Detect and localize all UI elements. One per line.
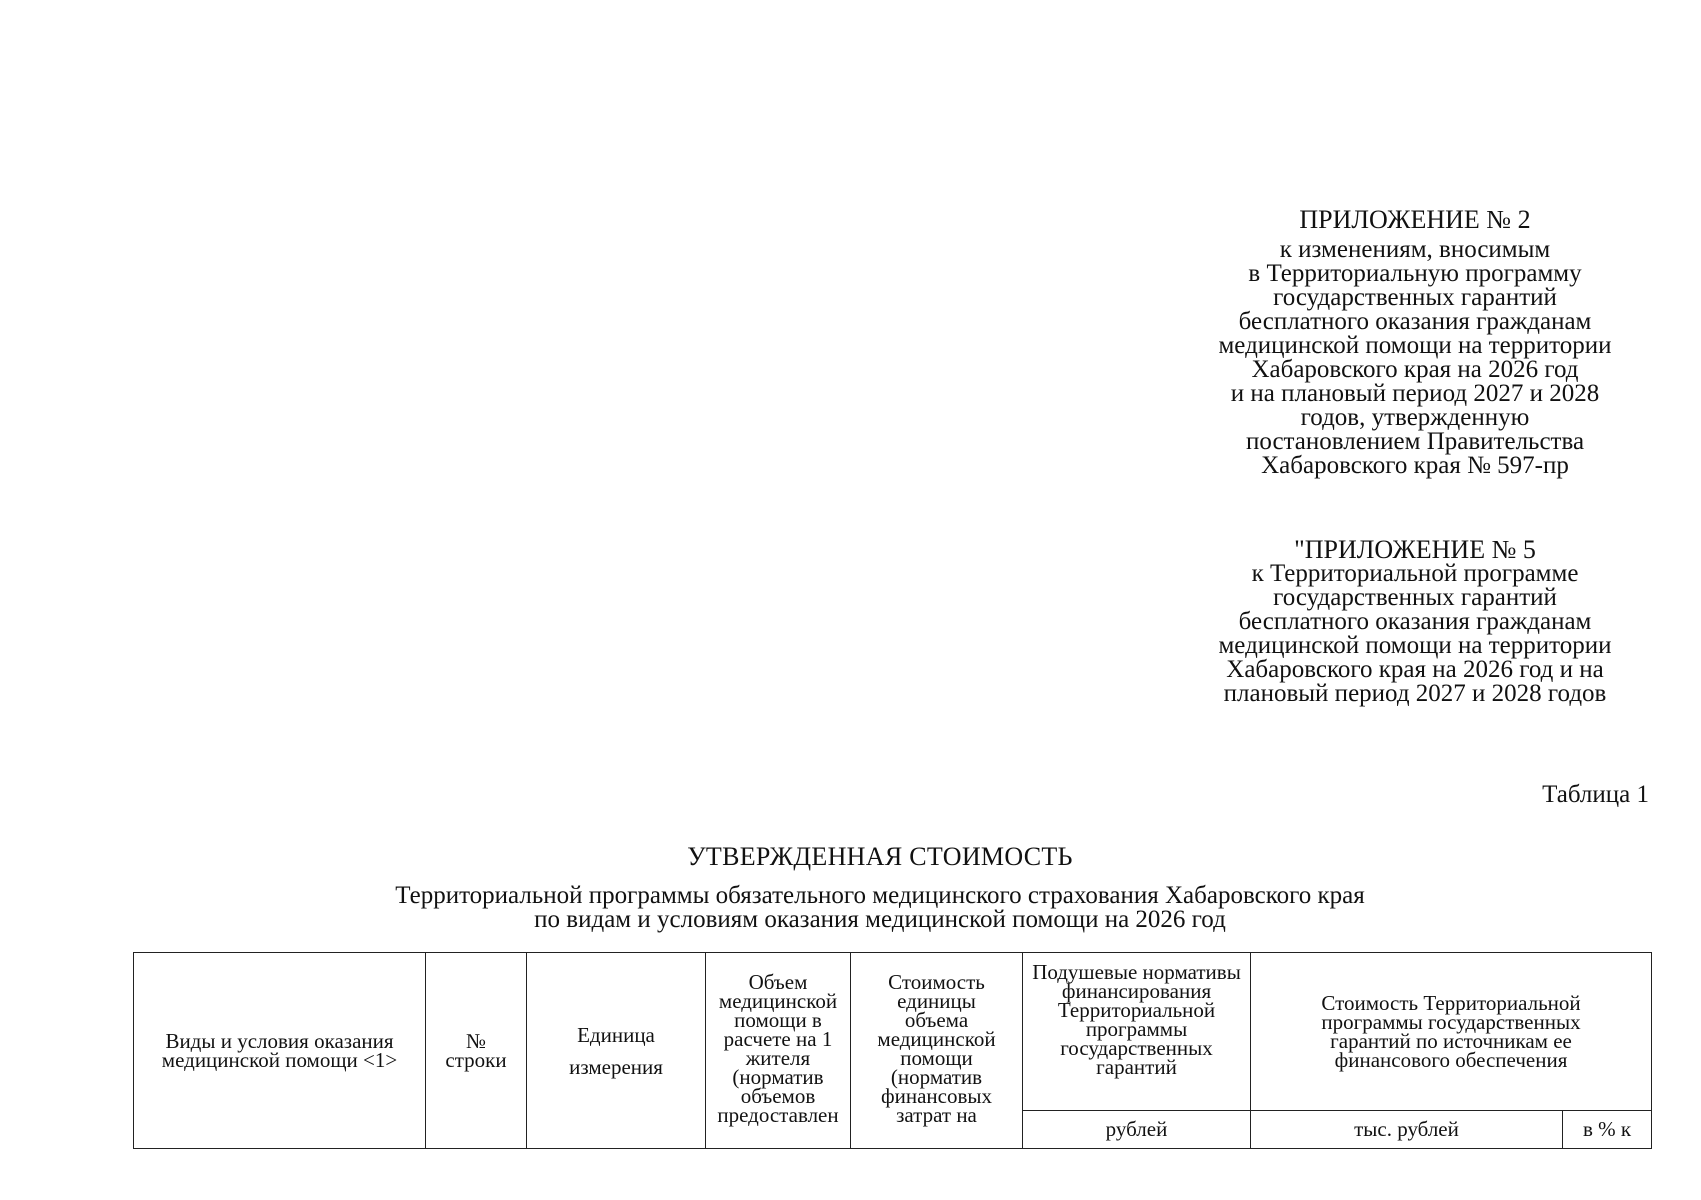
header-unit-cost-clip: Стоимость единицы объема медицинской помощи (норматив финансовых затрат на: [877, 970, 996, 1127]
document-title: УТВЕРЖДЕННАЯ СТОИМОСТЬ: [687, 842, 1073, 871]
appendix-5-line: Хабаровского края на 2026 год и на: [1226, 656, 1604, 683]
header-total-cost: Стоимость Территориальной программы государственных гарантий по источникам ее финансового обеспечения: [1251, 953, 1652, 1111]
appendix-2-line: годов, утвержденную: [1300, 404, 1530, 431]
appendix-2-line: в Территориальную программу: [1248, 260, 1582, 287]
appendix-2-line: Хабаровского края на 2026 год: [1251, 356, 1579, 383]
appendix-5-line: к Территориальной программе: [1251, 560, 1579, 587]
appendix-5-block: [1180, 535, 1650, 707]
subheader-rubles: рублей: [1023, 1111, 1251, 1149]
appendix-5-line: плановый период 2027 и 2028 годов: [1223, 680, 1607, 707]
appendix-2-line: к изменениям, вносимым: [1279, 236, 1551, 263]
header-unit: Единица измерения: [527, 953, 706, 1149]
table-label: Таблица 1: [1542, 781, 1649, 808]
header-row-number: № строки: [426, 953, 527, 1149]
header-volume-clip: Объем медицинской помощи в расчете на 1 жителя (норматив объемов предоставлен: [717, 970, 839, 1127]
appendix-2-title: ПРИЛОЖЕНИЕ № 2: [1299, 205, 1531, 234]
appendix-2-line: Хабаровского края № 597-пр: [1261, 452, 1569, 479]
appendix-5-line: государственных гарантий: [1273, 584, 1557, 611]
appendix-5-title: "ПРИЛОЖЕНИЕ № 5: [1294, 535, 1536, 564]
header-volume: [706, 953, 851, 1149]
appendix-2-line: государственных гарантий: [1273, 284, 1557, 311]
cost-table: [133, 952, 1652, 1149]
subheader-thousand-rubles: тыс. рублей: [1251, 1111, 1563, 1149]
appendix-5-line: медицинской помощи на территории: [1218, 632, 1612, 659]
appendix-2-line: постановлением Правительства: [1245, 428, 1585, 455]
appendix-5-line: бесплатного оказания гражданам: [1238, 608, 1592, 635]
appendix-2-line: медицинской помощи на территории: [1218, 332, 1612, 359]
subheader-percent: в % к: [1563, 1111, 1652, 1149]
document-subtitle-line: Территориальной программы обязательного медицинского страхования Хабаровского края: [395, 882, 1365, 909]
appendix-2-line: бесплатного оказания гражданам: [1238, 308, 1592, 335]
header-unit-cost: [851, 953, 1023, 1149]
header-per-capita: [1023, 953, 1251, 1111]
document-subtitle-line: по видам и условиям оказания медицинской помощи на 2026 год: [534, 906, 1226, 933]
header-per-capita-clip: Подушевые нормативы финансирования Территориальной программы государственных гарантий: [1032, 960, 1241, 1079]
appendix-2-block: [1180, 205, 1650, 479]
cost-table-wrapper: [133, 952, 1651, 1148]
document-subtitle: [0, 884, 1701, 932]
appendix-2-line: и на плановый период 2027 и 2028: [1230, 380, 1600, 407]
header-kinds-of-care: Виды и условия оказания медицинской помощи <1>: [134, 953, 426, 1149]
